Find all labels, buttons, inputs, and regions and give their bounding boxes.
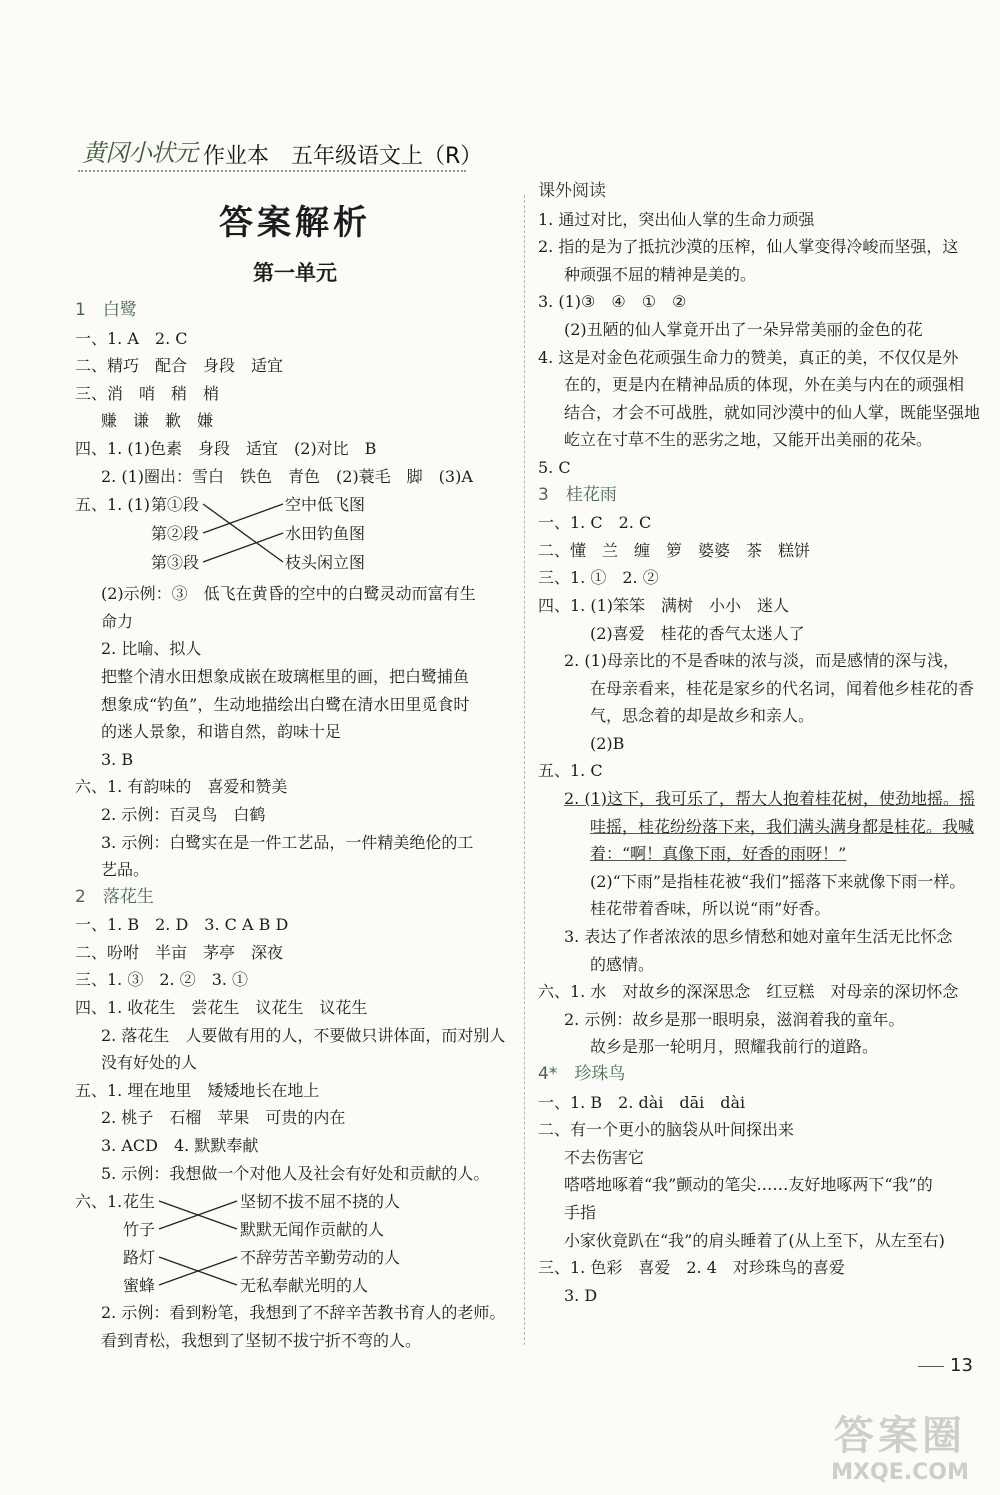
answer-line: 没有好处的人	[101, 1053, 198, 1073]
answer-line: 五、1. 埋在地里 矮矮地长在地上	[75, 1080, 320, 1100]
answer-line: 桂花带着香味，所以说“雨”好香。	[590, 899, 831, 919]
match1-left-3: 第③段	[151, 553, 200, 573]
answer-line: 六、1. 有韵味的 喜爱和赞美	[75, 777, 288, 797]
page-number: 13	[950, 1355, 973, 1376]
answer-line: 二、精巧 配合 身段 适宜	[75, 356, 284, 376]
answer-line: 屹立在寸草不生的恶劣之地，又能开出美丽的花朵。	[564, 430, 933, 450]
answer-line: 看到青松，我想到了坚韧不拔宁折不弯的人。	[101, 1330, 422, 1350]
answer-line: 1. 通过对比，突出仙人掌的生命力顽强	[538, 209, 815, 229]
unit-title: 第一单元	[253, 261, 337, 285]
match1-lines	[75, 490, 515, 580]
answer-line: 结合，才会不可战胜，就如同沙漠中的仙人掌，既能坚强地	[564, 402, 981, 422]
answer-line: 一、1. C 2. C	[538, 513, 652, 533]
answer-line: 2. (1)圈出：雪白 铁色 青色 (2)蓑毛 脚 (3)A	[101, 466, 473, 486]
match2-right-1: 坚韧不拔不屈不挠的人	[240, 1192, 401, 1212]
match2-right-2: 默默无闻作贡献的人	[240, 1220, 385, 1240]
page-header	[0, 0, 1000, 200]
answer-line: 不去伤害它	[564, 1147, 645, 1167]
answer-line: 4. 这是对金色花顽强生命力的赞美，真正的美，不仅仅是外	[538, 347, 959, 367]
answers-block-right	[538, 178, 981, 1309]
answer-line: 2. 示例：故乡是那一眼明泉，滋润着我的童年。	[564, 1009, 905, 1029]
answers-block-a	[75, 297, 515, 490]
answer-line: 小家伙竟趴在“我”的肩头睡着了(从上至下，从左至右)	[564, 1230, 945, 1250]
answer-line: 四、1. 收花生 尝花生 议花生 议花生	[75, 998, 368, 1018]
header-rule	[78, 170, 466, 172]
match2-left-4: 蜜蜂	[123, 1276, 156, 1296]
match1-left-1: 第①段	[151, 495, 200, 515]
answer-line: 着：“啊！真像下雨，好香的雨呀！”	[590, 844, 847, 864]
match2-right-4: 无私奉献光明的人	[240, 1276, 369, 1296]
answer-line: 哇摇，桂花纷纷落下来，我们满头满身都是桂花。我喊	[590, 816, 975, 836]
answer-line: (2)喜爱 桂花的香气太迷人了	[590, 623, 805, 643]
answer-line: 艺品。	[101, 860, 150, 880]
answer-line: 嗒嗒地啄着“我”颤动的笔尖……友好地啄两下“我”的	[564, 1175, 933, 1195]
match2-left-1: 花生	[123, 1192, 156, 1212]
match1-right-2: 水田钓鱼图	[285, 524, 366, 544]
answer-line: 4* 珍珠鸟	[538, 1064, 626, 1084]
answer-line: 3 桂花雨	[538, 484, 617, 505]
answer-line: 在的，更是内在精神品质的体现，外在美与内在的顽强相	[564, 375, 965, 395]
matching-exercise-1	[75, 490, 515, 580]
answer-line: 3. 表达了作者浓浓的思乡情愁和她对童年生活无比怀念	[564, 927, 953, 947]
answer-line: 手指	[564, 1202, 597, 1222]
match1-right-1: 空中低飞图	[285, 495, 366, 515]
answer-line: 气，思念着的却是故乡和亲人。	[590, 706, 815, 726]
answer-line: 2. (1)母亲比的不是香味的浓与淡，而是感情的深与浅，	[564, 651, 960, 671]
answer-line: 2. 示例：百灵鸟 白鹤	[101, 804, 266, 824]
answer-line: 课外阅读	[538, 181, 606, 201]
watermark-url: MXQE.COM	[831, 1460, 969, 1485]
match2-left-3: 路灯	[123, 1248, 156, 1268]
answer-line: 2 落花生	[75, 886, 154, 907]
answer-line: 三、消 哨 稍 梢	[75, 383, 220, 403]
answer-line: 在母亲看来，桂花是家乡的代名词，闻着他乡桂花的香	[590, 678, 975, 698]
answer-line: 的迷人景象，和谐自然，韵味十足	[101, 722, 342, 742]
match1-right-3: 枝头闲立图	[285, 553, 366, 573]
watermark-logo	[810, 1412, 990, 1490]
answer-line: 二、吩咐 半亩 茅亭 深夜	[75, 942, 284, 962]
book-type: 作业本	[203, 144, 270, 169]
matching-exercise-2	[75, 1187, 515, 1299]
answer-line: 的感情。	[590, 954, 655, 974]
answer-line: 六、1. 水 对故乡的深深思念 红豆糕 对母亲的深切怀念	[538, 982, 959, 1002]
answer-line: 赚 谦 歉 嫌	[101, 411, 214, 431]
watermark-text: 答案圈	[834, 1413, 966, 1459]
answer-line: 2. 比喻、拟人	[101, 639, 202, 659]
answer-line: 四、1. (1)色素 身段 适宜 (2)对比 B	[75, 438, 377, 458]
answer-line: 5. 示例：我想做一个对他人及社会有好处和贡献的人。	[101, 1163, 490, 1183]
answers-block-b	[75, 580, 515, 1187]
match2-prefix: 六、1.	[75, 1192, 123, 1212]
answer-line: 2. (1)这下，我可乐了，帮大人抱着桂花树，使劲地摇。摇	[564, 789, 976, 809]
answer-line: 三、1. ③ 2. ② 3. ①	[75, 970, 249, 990]
brand-logo: 黄冈小状元	[82, 139, 197, 167]
answer-line: 1 白鹭	[75, 300, 137, 320]
answer-line: 想象成“钓鱼”，生动地描绘出白鹭在清水田里觅食时	[101, 694, 470, 714]
answer-line: (2)B	[590, 733, 625, 753]
answer-line: 一、1. B 2. D 3. C A B D	[75, 915, 289, 935]
answer-line: 四、1. (1)笨笨 满树 小小 迷人	[538, 595, 790, 615]
answer-line: 3. ACD 4. 默默奉献	[101, 1136, 259, 1156]
answer-line: 五、1. C	[538, 761, 603, 781]
answer-line: 3. D	[564, 1285, 598, 1305]
answer-line: 命力	[101, 611, 134, 631]
answer-line: 二、懂 兰 缠 箩 婆婆 茶 糕饼	[538, 540, 811, 560]
answer-line: 三、1. ① 2. ②	[538, 568, 659, 588]
answer-line: 2. 桃子 石榴 苹果 可贵的内在	[101, 1108, 346, 1128]
answer-line: 3. 示例：白鹭实在是一件工艺品，一件精美绝伦的工	[101, 832, 474, 852]
answer-line: 2. 指的是为了抵抗沙漠的压榨，仙人掌变得冷峻而坚强，这	[538, 237, 959, 257]
answers-block-c	[75, 1299, 515, 1354]
answer-line: 3. (1)③ ④ ① ②	[538, 292, 687, 312]
main-title: 答案解析	[219, 203, 371, 243]
match1-left-2: 第②段	[151, 524, 200, 544]
answer-line: (2)“下雨”是指桂花被“我们”摇落下来就像下雨一样。	[590, 871, 966, 891]
header-title	[203, 139, 504, 170]
match2-left-2: 竹子	[123, 1220, 156, 1240]
match1-prefix: 五、1. (1)	[75, 495, 151, 515]
answer-line: 二、有一个更小的脑袋从叶间探出来	[538, 1120, 795, 1140]
answer-line: (2)丑陋的仙人掌竟开出了一朵异常美丽的金色的花	[564, 319, 923, 339]
answer-line: 故乡是那一轮明月，照耀我前行的道路。	[590, 1037, 879, 1057]
left-column	[75, 195, 515, 1354]
answer-line: 把整个清水田想象成嵌在玻璃框里的画，把白鹭捕鱼	[101, 666, 470, 686]
answer-line: (2)示例：③ 低飞在黄昏的空中的白鹭灵动而富有生	[101, 584, 476, 604]
answer-line: 2. 落花生 人要做有用的人，不要做只讲体面，而对别人	[101, 1025, 506, 1045]
answer-line: 2. 示例：看到粉笔，我想到了不辞辛苦教书育人的老师。	[101, 1303, 506, 1323]
answer-line: 一、1. B 2. dài dāi dài	[538, 1092, 746, 1112]
match2-right-3: 不辞劳苦辛勤劳动的人	[240, 1248, 401, 1268]
page-number-dash	[918, 1366, 944, 1367]
column-divider	[524, 195, 525, 1345]
grade-subject: 五年级语文上（R）	[291, 144, 483, 169]
answer-line: 3. B	[101, 749, 134, 769]
answer-line: 5. C	[538, 457, 571, 477]
answer-line: 一、1. A 2. C	[75, 328, 188, 348]
answer-line: 三、1. 色彩 喜爱 2. 4 对珍珠鸟的喜爱	[538, 1258, 845, 1278]
right-column	[538, 178, 981, 1309]
answer-line: 种顽强不屈的精神是美的。	[564, 264, 757, 284]
match2-lines	[75, 1187, 515, 1299]
